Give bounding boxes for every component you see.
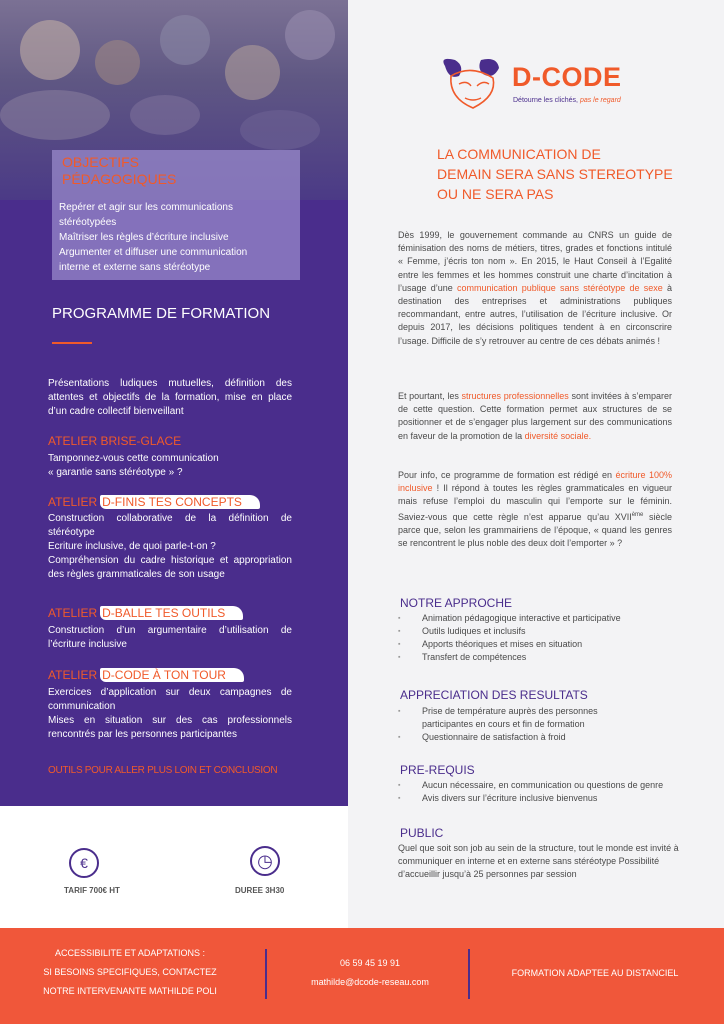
atelier-prefix: ATELIER: [48, 668, 98, 682]
tagline-part: Détourne les clichés,: [513, 97, 578, 104]
list-item: ▪ Outils ludiques et inclusifs: [398, 625, 678, 638]
tagline: [513, 97, 621, 104]
clock-icon: ◷: [250, 846, 280, 876]
atelier-line: Exercices d’application sur deux campagnes de communication: [48, 687, 292, 712]
objective-item: interne et externe sans stéréotype: [59, 262, 211, 273]
atelier-dcode-title: [48, 668, 244, 682]
para-text: Pour info, ce programme de formation est rédigé en: [398, 470, 612, 480]
atelier-line: Construction d’un argumentaire d’utilisation de l’écriture inclusive: [48, 625, 292, 650]
objective-item: Argumenter et diffuser une communication: [59, 247, 248, 258]
para-text: siècle parce que, selon les grammairiens de l’époque, « quand les genres se rencontrent le plus noble des deux doit l’emporter » ?: [398, 511, 672, 549]
atelier-highlight: D-BALLE TES OUTILS: [100, 606, 243, 620]
objective-item: stéréotypées: [59, 217, 117, 228]
list-item: ▪ Prise de température auprès des personnes participantes en cours et fin de formation: [398, 705, 628, 731]
approche-title: NOTRE APPROCHE: [400, 596, 513, 610]
atelier-concepts-title: [48, 495, 260, 509]
para-highlight: diversité sociale.: [524, 430, 592, 441]
atelier-line: « garantie sans stéréotype » ?: [48, 467, 183, 478]
atelier-highlight: D-FINIS TES CONCEPTS: [100, 495, 260, 509]
footer-line: NOTRE INTERVENANTE MATHILDE POLI: [43, 986, 217, 996]
para-highlight: communication publique sans stéréotype de sexe: [457, 282, 663, 293]
headline-line: LA COMMUNICATION DE: [437, 146, 601, 162]
list-item: ▪ Apports théoriques et mises en situation: [398, 638, 678, 651]
accessibility-info: [20, 944, 240, 1001]
euro-icon: €: [69, 848, 99, 878]
programme-intro: Présentations ludiques mutuelles, définition des attentes et objectifs de la formation, mise en place d’un cadre collectif bienveillant: [48, 378, 292, 417]
atelier-highlight: D-CODE À TON TOUR: [100, 668, 244, 682]
atelier-line: Mises en situation sur des cas professionnels rencontrés par les personnes participantes: [48, 715, 292, 740]
contact-info: [290, 954, 450, 992]
para-highlight: structures professionnelles: [461, 391, 569, 401]
outils-conclusion: OUTILS POUR ALLER PLUS LOIN ET CONCLUSION: [48, 765, 278, 776]
atelier-brise-glace-body: [48, 452, 292, 480]
logo-face-icon: [437, 56, 507, 112]
list-item: ▪ Transfert de compétences: [398, 651, 678, 664]
objective-item: Maîtriser les règles d’écriture inclusive: [59, 232, 229, 243]
approche-list: [398, 612, 678, 664]
headline: [437, 144, 673, 204]
para-highlight: écriture 100% inclusive: [398, 470, 672, 494]
paragraph-history: [398, 229, 672, 348]
footer-line: ACCESSIBILITE ET ADAPTATIONS :: [54, 948, 206, 958]
appreciation-title: APPRECIATION DES RESULTATS: [400, 688, 588, 702]
list-item: ▪ Aucun nécessaire, en communication ou questions de genre: [398, 779, 678, 792]
paragraph-inclusive: [398, 469, 672, 550]
atelier-line: Construction collaborative de la définition de stéréotype: [48, 513, 292, 538]
atelier-brise-glace-title: [48, 434, 181, 448]
objectives-title: [62, 154, 176, 188]
logo-text: D-CODE: [512, 62, 622, 92]
paragraph-structures: [398, 390, 672, 443]
list-item: ▪ Questionnaire de satisfaction à froid: [398, 731, 628, 744]
atelier-prefix: ATELIER: [48, 495, 98, 509]
objective-item: Repérer et agir sur les communications: [59, 202, 233, 213]
public-title: PUBLIC: [400, 826, 444, 840]
objectives-box: [52, 150, 300, 280]
atelier-line: Tamponnez-vous cette communication: [48, 453, 219, 464]
public-text: Quel que soit son job au sein de la structure, tout le monde est invité à communiquer en interne et en externe sans stéréotype Possibilité d’accueillir jusqu’à 25 personnes par session: [398, 843, 679, 880]
footer-divider: [468, 949, 470, 999]
footer: [0, 928, 724, 1024]
atelier-prefix: ATELIER BRISE-GLACE: [48, 434, 182, 448]
atelier-line: Ecriture inclusive, de quoi parle-t-on ?: [48, 541, 216, 552]
list-item: ▪ Animation pédagogique interactive et participative: [398, 612, 678, 625]
prerequis-title: PRE-REQUIS: [400, 763, 475, 777]
para-text: sont invitées à s’emparer de cette question. Cette formation permet aux structures de se positionner et de s’engager plus largement sur des communications en faveur de la promotion de la: [398, 391, 672, 441]
objectives-title-line1: OBJECTIFS: [62, 154, 140, 170]
atelier-outils-body: [48, 624, 292, 652]
list-item: ▪ Avis divers sur l’écriture inclusive bienvenus: [398, 792, 678, 805]
atelier-dcode-body: [48, 686, 292, 742]
tarif-label: TARIF 700€ HT: [64, 886, 120, 895]
duree-label: DUREE 3H30: [235, 886, 285, 895]
objectives-title-line2: PÉDAGOGIQUES: [62, 171, 177, 187]
footer-divider: [265, 949, 267, 999]
para-text: ! Il répond à toutes les règles grammaticales en vigueur mais refuse l’emploi du masculin qui l’emporte sur le féminin. Saviez-vous que cette règle n’est apparue qu’au XVII: [398, 483, 672, 522]
atelier-concepts-body: [48, 512, 292, 582]
distanciel-info: FORMATION ADAPTEE AU DISTANCIEL: [511, 968, 679, 978]
objectives-list: [59, 200, 299, 275]
headline-line: OU NE SERA PAS: [437, 186, 554, 202]
phone-number[interactable]: 06 59 45 19 91: [339, 958, 401, 968]
para-superscript: ème: [631, 511, 644, 518]
atelier-prefix: ATELIER: [48, 606, 98, 620]
para-text: à destination des entreprises et administrations publiques recommandant, entre autres, l’utilisation de l’écriture inclusive. Or depuis 2017, les décisions politiques tendent à en circonscrire l’usage. Difficile de s’y retrouver au centre de ces débats animés !: [398, 282, 672, 346]
info-area: [0, 806, 348, 928]
title-rule: [52, 342, 92, 344]
email-link[interactable]: mathilde@dcode-reseau.com: [311, 977, 429, 987]
footer-line: SI BESOINS SPECIFIQUES, CONTACTEZ: [43, 967, 217, 977]
atelier-line: Compréhension du cadre historique et appropriation des règles grammaticales de son usage: [48, 555, 292, 580]
prerequis-list: [398, 779, 678, 805]
tagline-accent: pas le regard: [579, 97, 621, 104]
para-text: Dès 1999, le gouvernement commande au CNRS un guide de féminisation des noms de métiers, titres, grades et fonctions intitulé « Femme, j’écris ton nom ». En 2015, le Haut Conseil à l’Egalité entre les femmes et les hommes construit une charte d’incitation à l’usage d’une: [398, 230, 672, 293]
appreciation-list: [398, 705, 628, 744]
para-text: Et pourtant, les: [398, 391, 459, 401]
atelier-outils-title: [48, 606, 243, 620]
programme-title: PROGRAMME DE FORMATION: [52, 305, 271, 322]
headline-line: DEMAIN SERA SANS STEREOTYPE: [437, 166, 673, 182]
